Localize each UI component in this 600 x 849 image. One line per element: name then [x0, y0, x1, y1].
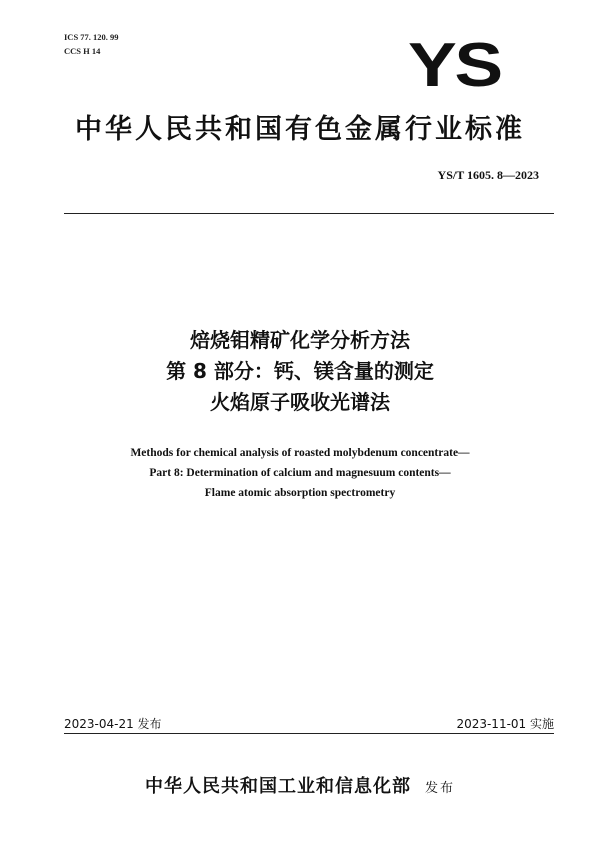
top-divider — [64, 213, 554, 214]
chinese-title — [0, 325, 600, 418]
publisher-name: 中华人民共和国工业和信息化部 — [144, 776, 411, 797]
ys-logo: YS — [408, 31, 501, 100]
organization-title: 中华人民共和国有色金属行业标准 — [75, 114, 525, 145]
english-title-line-1: Methods for chemical analysis of roasted molybdenum concentrate— — [130, 447, 470, 459]
ics-code: ICS 77. 120. 99 — [64, 32, 119, 42]
standard-number: YS/T 1605. 8—2023 — [437, 168, 539, 182]
issue-date: 2023-04-21 发布 — [64, 717, 162, 731]
implementation-date: 2023-11-01 实施 — [456, 717, 554, 731]
bottom-divider — [64, 733, 554, 734]
english-title-line-2: Part 8: Determination of calcium and magnesuum contents— — [149, 467, 451, 479]
english-title-line-3: Flame atomic absorption spectrometry — [204, 487, 396, 499]
publisher — [0, 772, 600, 798]
chinese-title-line-1: 焙烧钼精矿化学分析方法 — [190, 328, 410, 352]
ccs-code: CCS H 14 — [64, 46, 101, 56]
publisher-suffix: 发布 — [424, 781, 455, 796]
classification-codes — [64, 30, 119, 58]
chinese-title-line-2: 第 8 部分：钙、镁含量的测定 — [166, 359, 434, 383]
chinese-title-line-3: 火焰原子吸收光谱法 — [210, 390, 390, 414]
english-title — [0, 443, 600, 503]
